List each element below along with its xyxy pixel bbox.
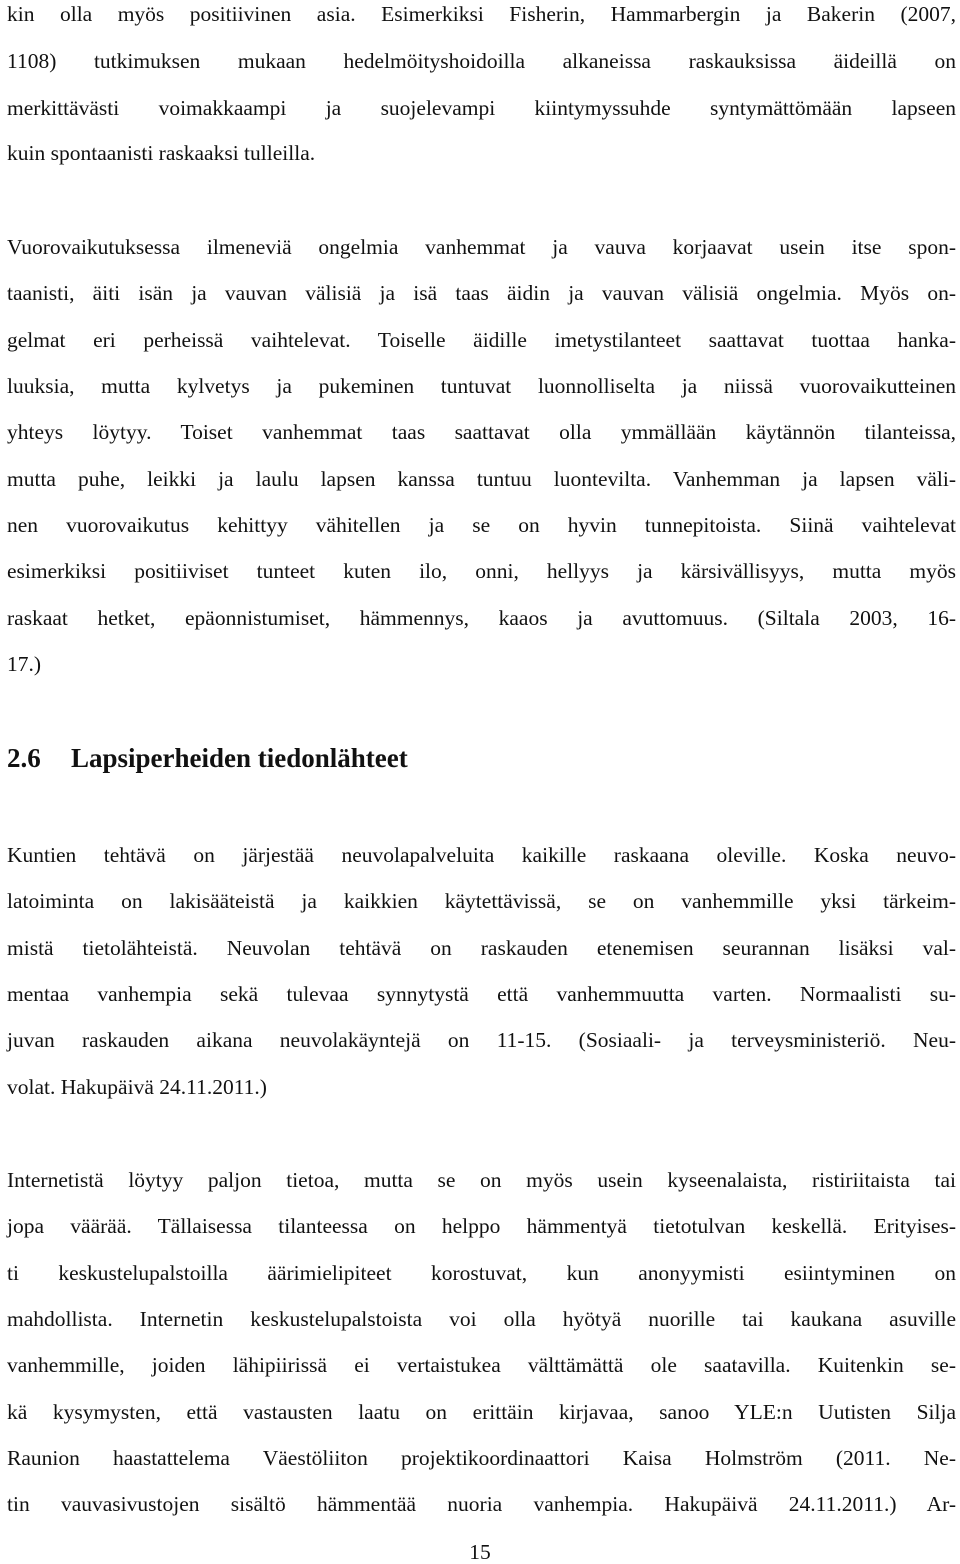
- text-line: raskaat hetket, epäonnistumiset, hämmennys, kaaos ja avuttomuus. (Siltala 2003, 16-: [7, 606, 956, 630]
- page-number: 15: [469, 1540, 491, 1564]
- text-line: Raunion haastattelema Väestöliiton projektikoordinaattori Kaisa Holmström (2011. Ne-: [7, 1446, 956, 1470]
- text-line: Internetistä löytyy paljon tietoa, mutta se on myös usein kyseenalaista, ristiriitaista tai: [7, 1168, 956, 1192]
- text-line: 1108) tutkimuksen mukaan hedelmöityshoidoilla alkaneissa raskauksissa äideillä on: [7, 49, 956, 73]
- text-line: Kuntien tehtävä on järjestää neuvolapalveluita kaikille raskaana oleville. Koska neuvo-: [7, 843, 956, 867]
- text-line: kuin spontaanisti raskaaksi tulleilla.: [7, 141, 316, 165]
- text-line: kä kysymysten, että vastausten laatu on erittäin kirjavaa, sanoo YLE:n Uutisten Silja: [7, 1400, 956, 1424]
- text-line: kin olla myös positiivinen asia. Esimerkiksi Fisherin, Hammarbergin ja Bakerin (2007,: [7, 2, 956, 26]
- section-heading: [7, 742, 408, 774]
- text-line: mahdollista. Internetin keskustelupalstoista voi olla hyötyä nuorille tai kaukana asuville: [7, 1307, 956, 1331]
- text-line: merkittävästi voimakkaampi ja suojelevampi kiintymyssuhde syntymättömään lapseen: [7, 96, 956, 120]
- text-line: mutta puhe, leikki ja laulu lapsen kanssa tuntuu luontevilta. Vanhemman ja lapsen väli-: [7, 467, 956, 491]
- section-title: Lapsiperheiden tiedonlähteet: [71, 743, 408, 773]
- text-line: mistä tietolähteistä. Neuvolan tehtävä on raskauden etenemisen seurannan lisäksi val-: [7, 936, 956, 960]
- text-line: vanhemmille, joiden lähipiirissä ei vertaistukea välttämättä ole saatavilla. Kuitenkin se-: [7, 1353, 956, 1377]
- text-line: latoiminta on lakisääteistä ja kaikkien käytettävissä, se on vanhemmille yksi tärkeim-: [7, 889, 956, 913]
- text-line: nen vuorovaikutus kehittyy vähitellen ja se on hyvin tunnepitoista. Siinä vaihtelevat: [7, 513, 956, 537]
- text-line: taanisti, äiti isän ja vauvan välisiä ja isä taas äidin ja vauvan välisiä ongelmia. Myös on-: [7, 281, 956, 305]
- text-line: yhteys löytyy. Toiset vanhemmat taas saattavat olla ymmällään käytännön tilanteissa,: [7, 420, 956, 444]
- text-line: Vuorovaikutuksessa ilmeneviä ongelmia vanhemmat ja vauva korjaavat usein itse spon-: [7, 235, 956, 259]
- text-line: luuksia, mutta kylvetys ja pukeminen tuntuvat luonnolliselta ja niissä vuorovaikutteinen: [7, 374, 956, 398]
- text-line: mentaa vanhempia sekä tulevaa synnytystä että vanhemmuutta varten. Normaalisti su-: [7, 982, 956, 1006]
- text-line: esimerkiksi positiiviset tunteet kuten ilo, onni, hellyys ja kärsivällisyys, mutta myös: [7, 559, 956, 583]
- text-line: volat. Hakupäivä 24.11.2011.): [7, 1075, 267, 1099]
- text-line: juvan raskauden aikana neuvolakäyntejä on 11-15. (Sosiaali- ja terveysministeriö. Neu-: [7, 1028, 956, 1052]
- text-line: jopa väärää. Tällaisessa tilanteessa on helppo hämmentyä tietotulvan keskellä. Erityises-: [7, 1214, 956, 1238]
- text-line: 17.): [7, 652, 42, 676]
- text-line: tin vauvasivustojen sisältö hämmentää nuoria vanhempia. Hakupäivä 24.11.2011.) Ar-: [7, 1492, 956, 1516]
- text-line: ti keskustelupalstoilla äärimielipiteet korostuvat, kun anonyymisti esiintyminen on: [7, 1261, 956, 1285]
- section-number: 2.6: [7, 743, 41, 773]
- text-line: gelmat eri perheissä vaihtelevat. Toiselle äidille imetystilanteet saattavat tuottaa hanka-: [7, 328, 956, 352]
